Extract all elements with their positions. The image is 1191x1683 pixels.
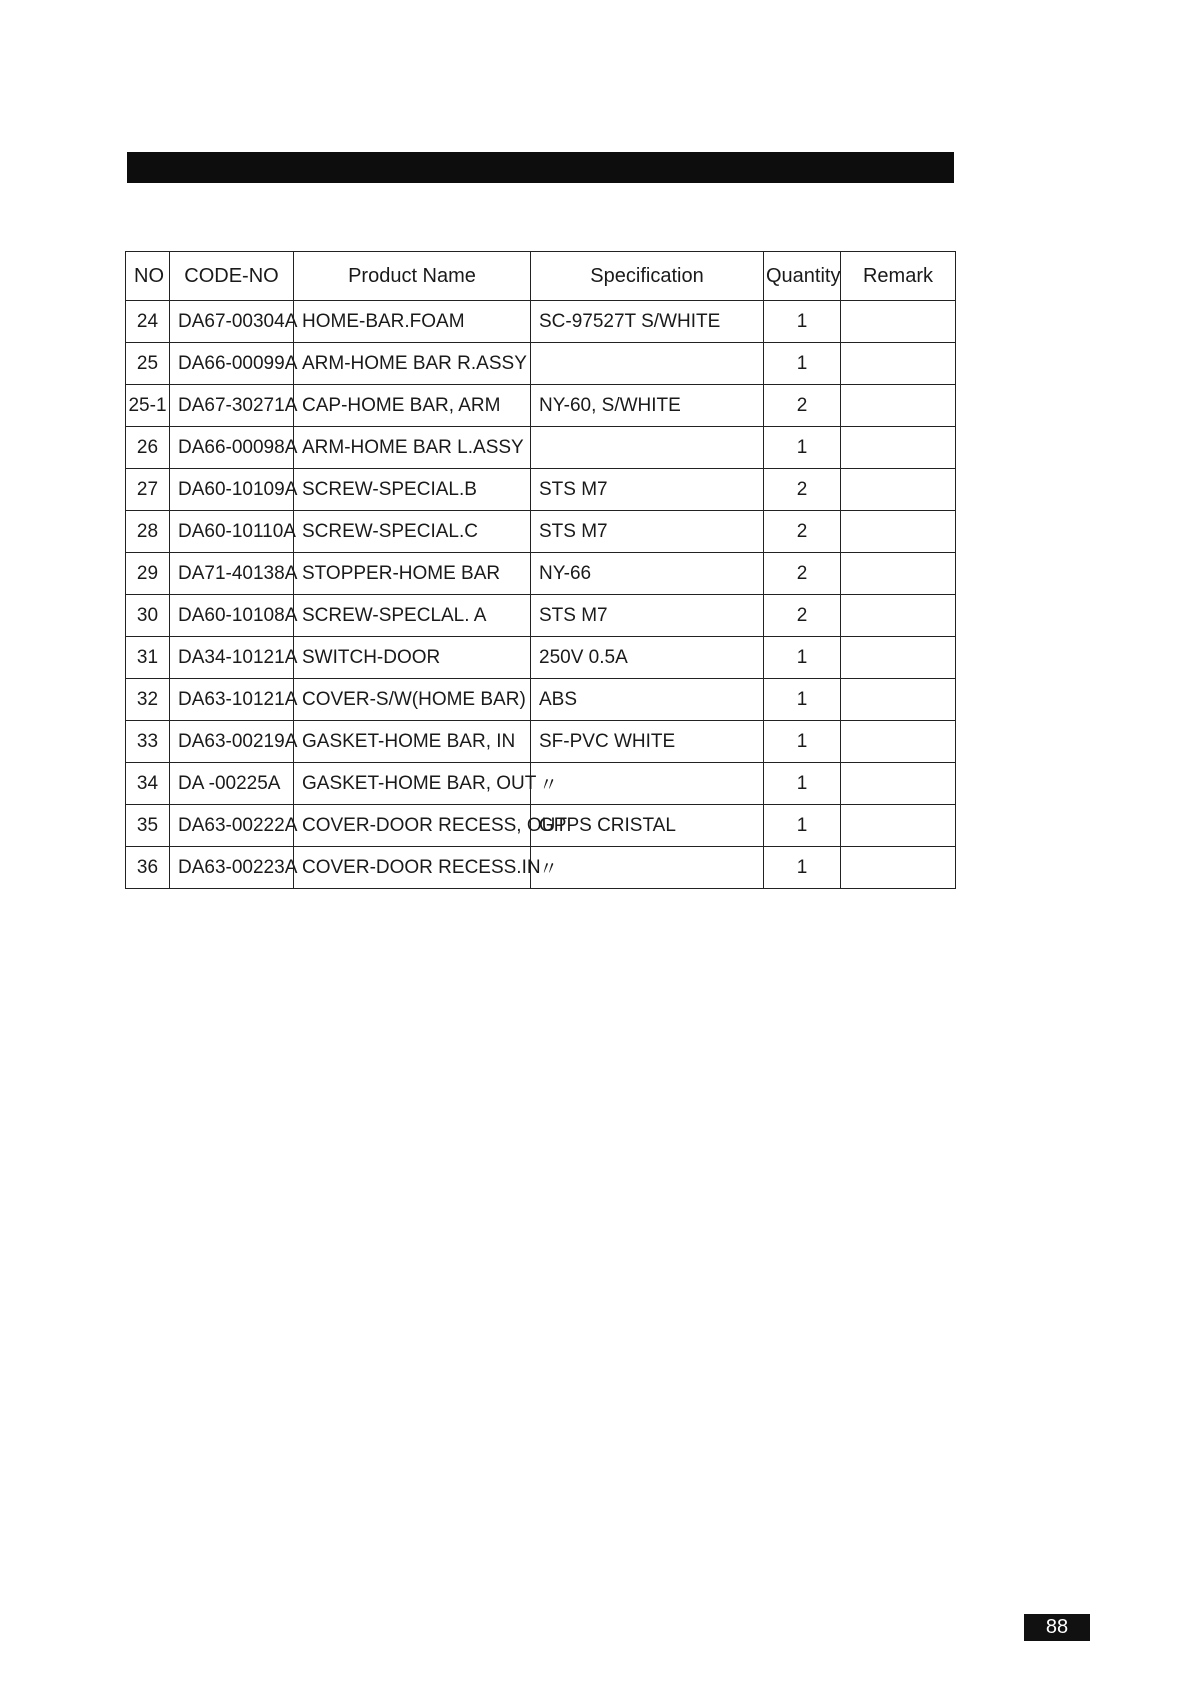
cell-remark xyxy=(841,553,956,595)
cell-product-name: GASKET-HOME BAR, IN xyxy=(294,721,531,763)
header-no: NO xyxy=(126,252,170,301)
cell-no: 27 xyxy=(126,469,170,511)
table-row xyxy=(126,595,956,637)
cell-quantity: 1 xyxy=(764,427,841,469)
table-row xyxy=(126,721,956,763)
table-row xyxy=(126,427,956,469)
cell-specification: STS M7 xyxy=(531,469,764,511)
header-quantity: Quantity xyxy=(764,252,841,301)
cell-code-no: DA66-00099A xyxy=(170,343,294,385)
cell-code-no: DA34-10121A xyxy=(170,637,294,679)
cell-specification: 〃 xyxy=(531,847,764,889)
cell-product-name: STOPPER-HOME BAR xyxy=(294,553,531,595)
cell-code-no: DA67-30271A xyxy=(170,385,294,427)
cell-quantity: 2 xyxy=(764,511,841,553)
cell-product-name: SWITCH-DOOR xyxy=(294,637,531,679)
header-product-name: Product Name xyxy=(294,252,531,301)
cell-remark xyxy=(841,637,956,679)
table-row xyxy=(126,763,956,805)
table-row xyxy=(126,511,956,553)
cell-quantity: 1 xyxy=(764,343,841,385)
cell-specification: 250V 0.5A xyxy=(531,637,764,679)
table-row xyxy=(126,385,956,427)
cell-product-name: SCREW-SPECIAL.B xyxy=(294,469,531,511)
cell-specification: SC-97527T S/WHITE xyxy=(531,301,764,343)
header-specification: Specification xyxy=(531,252,764,301)
cell-code-no: DA67-00304A xyxy=(170,301,294,343)
cell-specification: NY-66 xyxy=(531,553,764,595)
cell-no: 36 xyxy=(126,847,170,889)
cell-quantity: 2 xyxy=(764,553,841,595)
cell-no: 25-1 xyxy=(126,385,170,427)
table-row xyxy=(126,301,956,343)
cell-quantity: 2 xyxy=(764,595,841,637)
cell-product-name: GASKET-HOME BAR, OUT xyxy=(294,763,531,805)
cell-remark xyxy=(841,805,956,847)
cell-specification: STS M7 xyxy=(531,595,764,637)
table-row xyxy=(126,469,956,511)
cell-specification: ABS xyxy=(531,679,764,721)
cell-remark xyxy=(841,721,956,763)
cell-code-no: DA66-00098A xyxy=(170,427,294,469)
cell-specification: SF-PVC WHITE xyxy=(531,721,764,763)
page-number: 88 xyxy=(1024,1614,1090,1641)
cell-no: 26 xyxy=(126,427,170,469)
cell-remark xyxy=(841,847,956,889)
cell-specification xyxy=(531,343,764,385)
cell-no: 30 xyxy=(126,595,170,637)
cell-specification: STS M7 xyxy=(531,511,764,553)
cell-code-no: DA60-10108A xyxy=(170,595,294,637)
cell-specification: GPPS CRISTAL xyxy=(531,805,764,847)
cell-specification: NY-60, S/WHITE xyxy=(531,385,764,427)
cell-code-no: DA60-10110A xyxy=(170,511,294,553)
table-row xyxy=(126,343,956,385)
cell-remark xyxy=(841,511,956,553)
cell-product-name: ARM-HOME BAR L.ASSY xyxy=(294,427,531,469)
cell-product-name: SCREW-SPECIAL.C xyxy=(294,511,531,553)
cell-remark xyxy=(841,595,956,637)
cell-no: 35 xyxy=(126,805,170,847)
cell-remark xyxy=(841,679,956,721)
cell-code-no: DA60-10109A xyxy=(170,469,294,511)
cell-quantity: 2 xyxy=(764,469,841,511)
cell-remark xyxy=(841,427,956,469)
cell-product-name: SCREW-SPECLAL. A xyxy=(294,595,531,637)
parts-table xyxy=(125,251,956,889)
cell-no: 25 xyxy=(126,343,170,385)
cell-product-name: HOME-BAR.FOAM xyxy=(294,301,531,343)
cell-product-name: COVER-DOOR RECESS, OUT xyxy=(294,805,531,847)
cell-code-no: DA71-40138A xyxy=(170,553,294,595)
cell-quantity: 1 xyxy=(764,721,841,763)
cell-quantity: 1 xyxy=(764,301,841,343)
header-bar xyxy=(127,152,954,183)
table-row xyxy=(126,553,956,595)
cell-product-name: ARM-HOME BAR R.ASSY xyxy=(294,343,531,385)
table-body xyxy=(126,301,956,889)
cell-quantity: 1 xyxy=(764,679,841,721)
cell-no: 34 xyxy=(126,763,170,805)
cell-quantity: 1 xyxy=(764,763,841,805)
cell-remark xyxy=(841,343,956,385)
table-row xyxy=(126,805,956,847)
cell-no: 33 xyxy=(126,721,170,763)
table-row xyxy=(126,679,956,721)
cell-no: 28 xyxy=(126,511,170,553)
cell-remark xyxy=(841,469,956,511)
cell-no: 32 xyxy=(126,679,170,721)
cell-remark xyxy=(841,301,956,343)
cell-no: 24 xyxy=(126,301,170,343)
cell-code-no: DA63-00223A xyxy=(170,847,294,889)
cell-code-no: DA63-00219A xyxy=(170,721,294,763)
cell-code-no: DA63-10121A xyxy=(170,679,294,721)
cell-quantity: 1 xyxy=(764,847,841,889)
table-row xyxy=(126,847,956,889)
cell-product-name: COVER-DOOR RECESS.IN xyxy=(294,847,531,889)
header-code-no: CODE-NO xyxy=(170,252,294,301)
cell-no: 31 xyxy=(126,637,170,679)
cell-product-name: CAP-HOME BAR, ARM xyxy=(294,385,531,427)
cell-quantity: 1 xyxy=(764,637,841,679)
cell-product-name: COVER-S/W(HOME BAR) xyxy=(294,679,531,721)
table-row xyxy=(126,637,956,679)
cell-quantity: 2 xyxy=(764,385,841,427)
cell-no: 29 xyxy=(126,553,170,595)
cell-remark xyxy=(841,385,956,427)
cell-code-no: DA63-00222A xyxy=(170,805,294,847)
cell-remark xyxy=(841,763,956,805)
cell-code-no: DA -00225A xyxy=(170,763,294,805)
table-header-row xyxy=(126,252,956,301)
cell-specification: 〃 xyxy=(531,763,764,805)
cell-specification xyxy=(531,427,764,469)
header-remark: Remark xyxy=(841,252,956,301)
cell-quantity: 1 xyxy=(764,805,841,847)
